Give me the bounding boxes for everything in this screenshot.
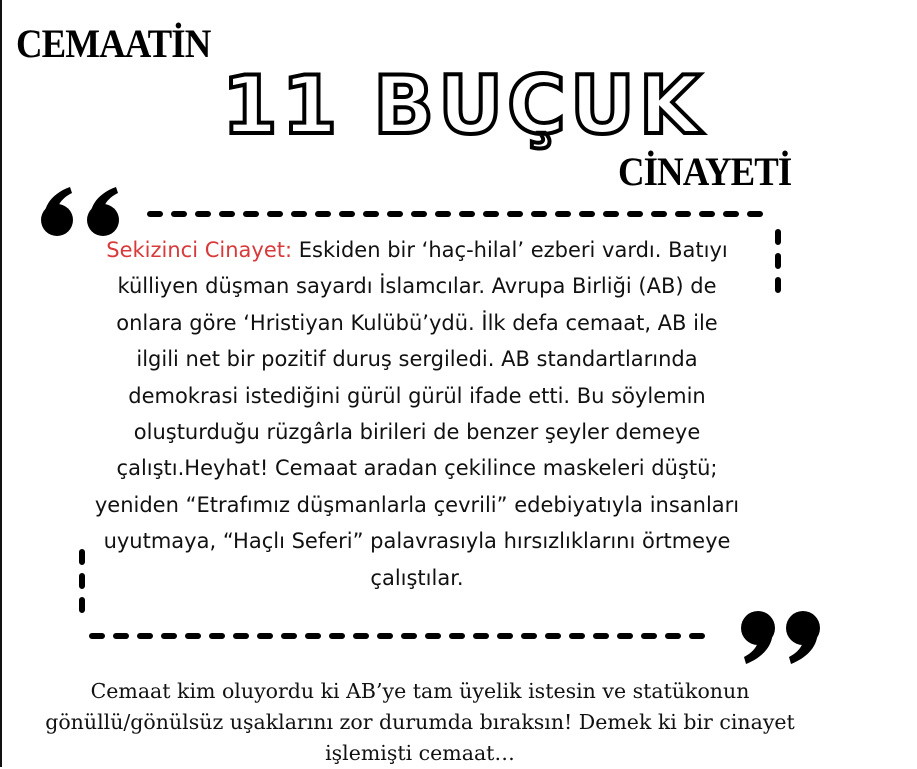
- title-main: 11 BUÇUK: [222, 59, 705, 152]
- title-bottom: CİNAYETİ: [618, 149, 792, 194]
- open-quote-icon: [41, 187, 119, 236]
- quote-body: Eskiden bir ‘haç-hilal’ ezberi vardı. Batıyı külliyen düşman sayardı İslamcılar. Avrupa Birliği (AB) de onlara göre ‘Hristiyan Kulübü’ydü. İlk defa cemaat, AB ile ilgili net bir pozitif duruş sergiledi. AB standartlarında demokrasi istediğini gürül gürül ifade etti. Bu söylemin oluşturduğu rüzgârla birileri de benzer şeyler demeye çalıştı.Heyhat! Cemaat aradan çekilince maskeleri düştü; yeniden “Etrafımız düşmanlarla çevrili” edebiyatıyla insanları uyutmaya, “Haçlı Seferi” palavrasıyla hırsızlıklarını örtmeye çalıştılar.: [94, 238, 740, 590]
- closing-paragraph: Cemaat kim oluyordu ki AB’ye tam üyelik istesin ve statükonun gönüllü/gönülsüz uşaklarını zor durumda bıraksın! Demek ki bir cinayet işlemişti cemaat…: [45, 679, 795, 765]
- quote-lead: Sekizinci Cinayet:: [106, 238, 293, 262]
- quote-paragraph: [92, 232, 742, 596]
- title-top: CEMAATİN: [16, 21, 211, 66]
- close-quote-icon: [741, 611, 820, 664]
